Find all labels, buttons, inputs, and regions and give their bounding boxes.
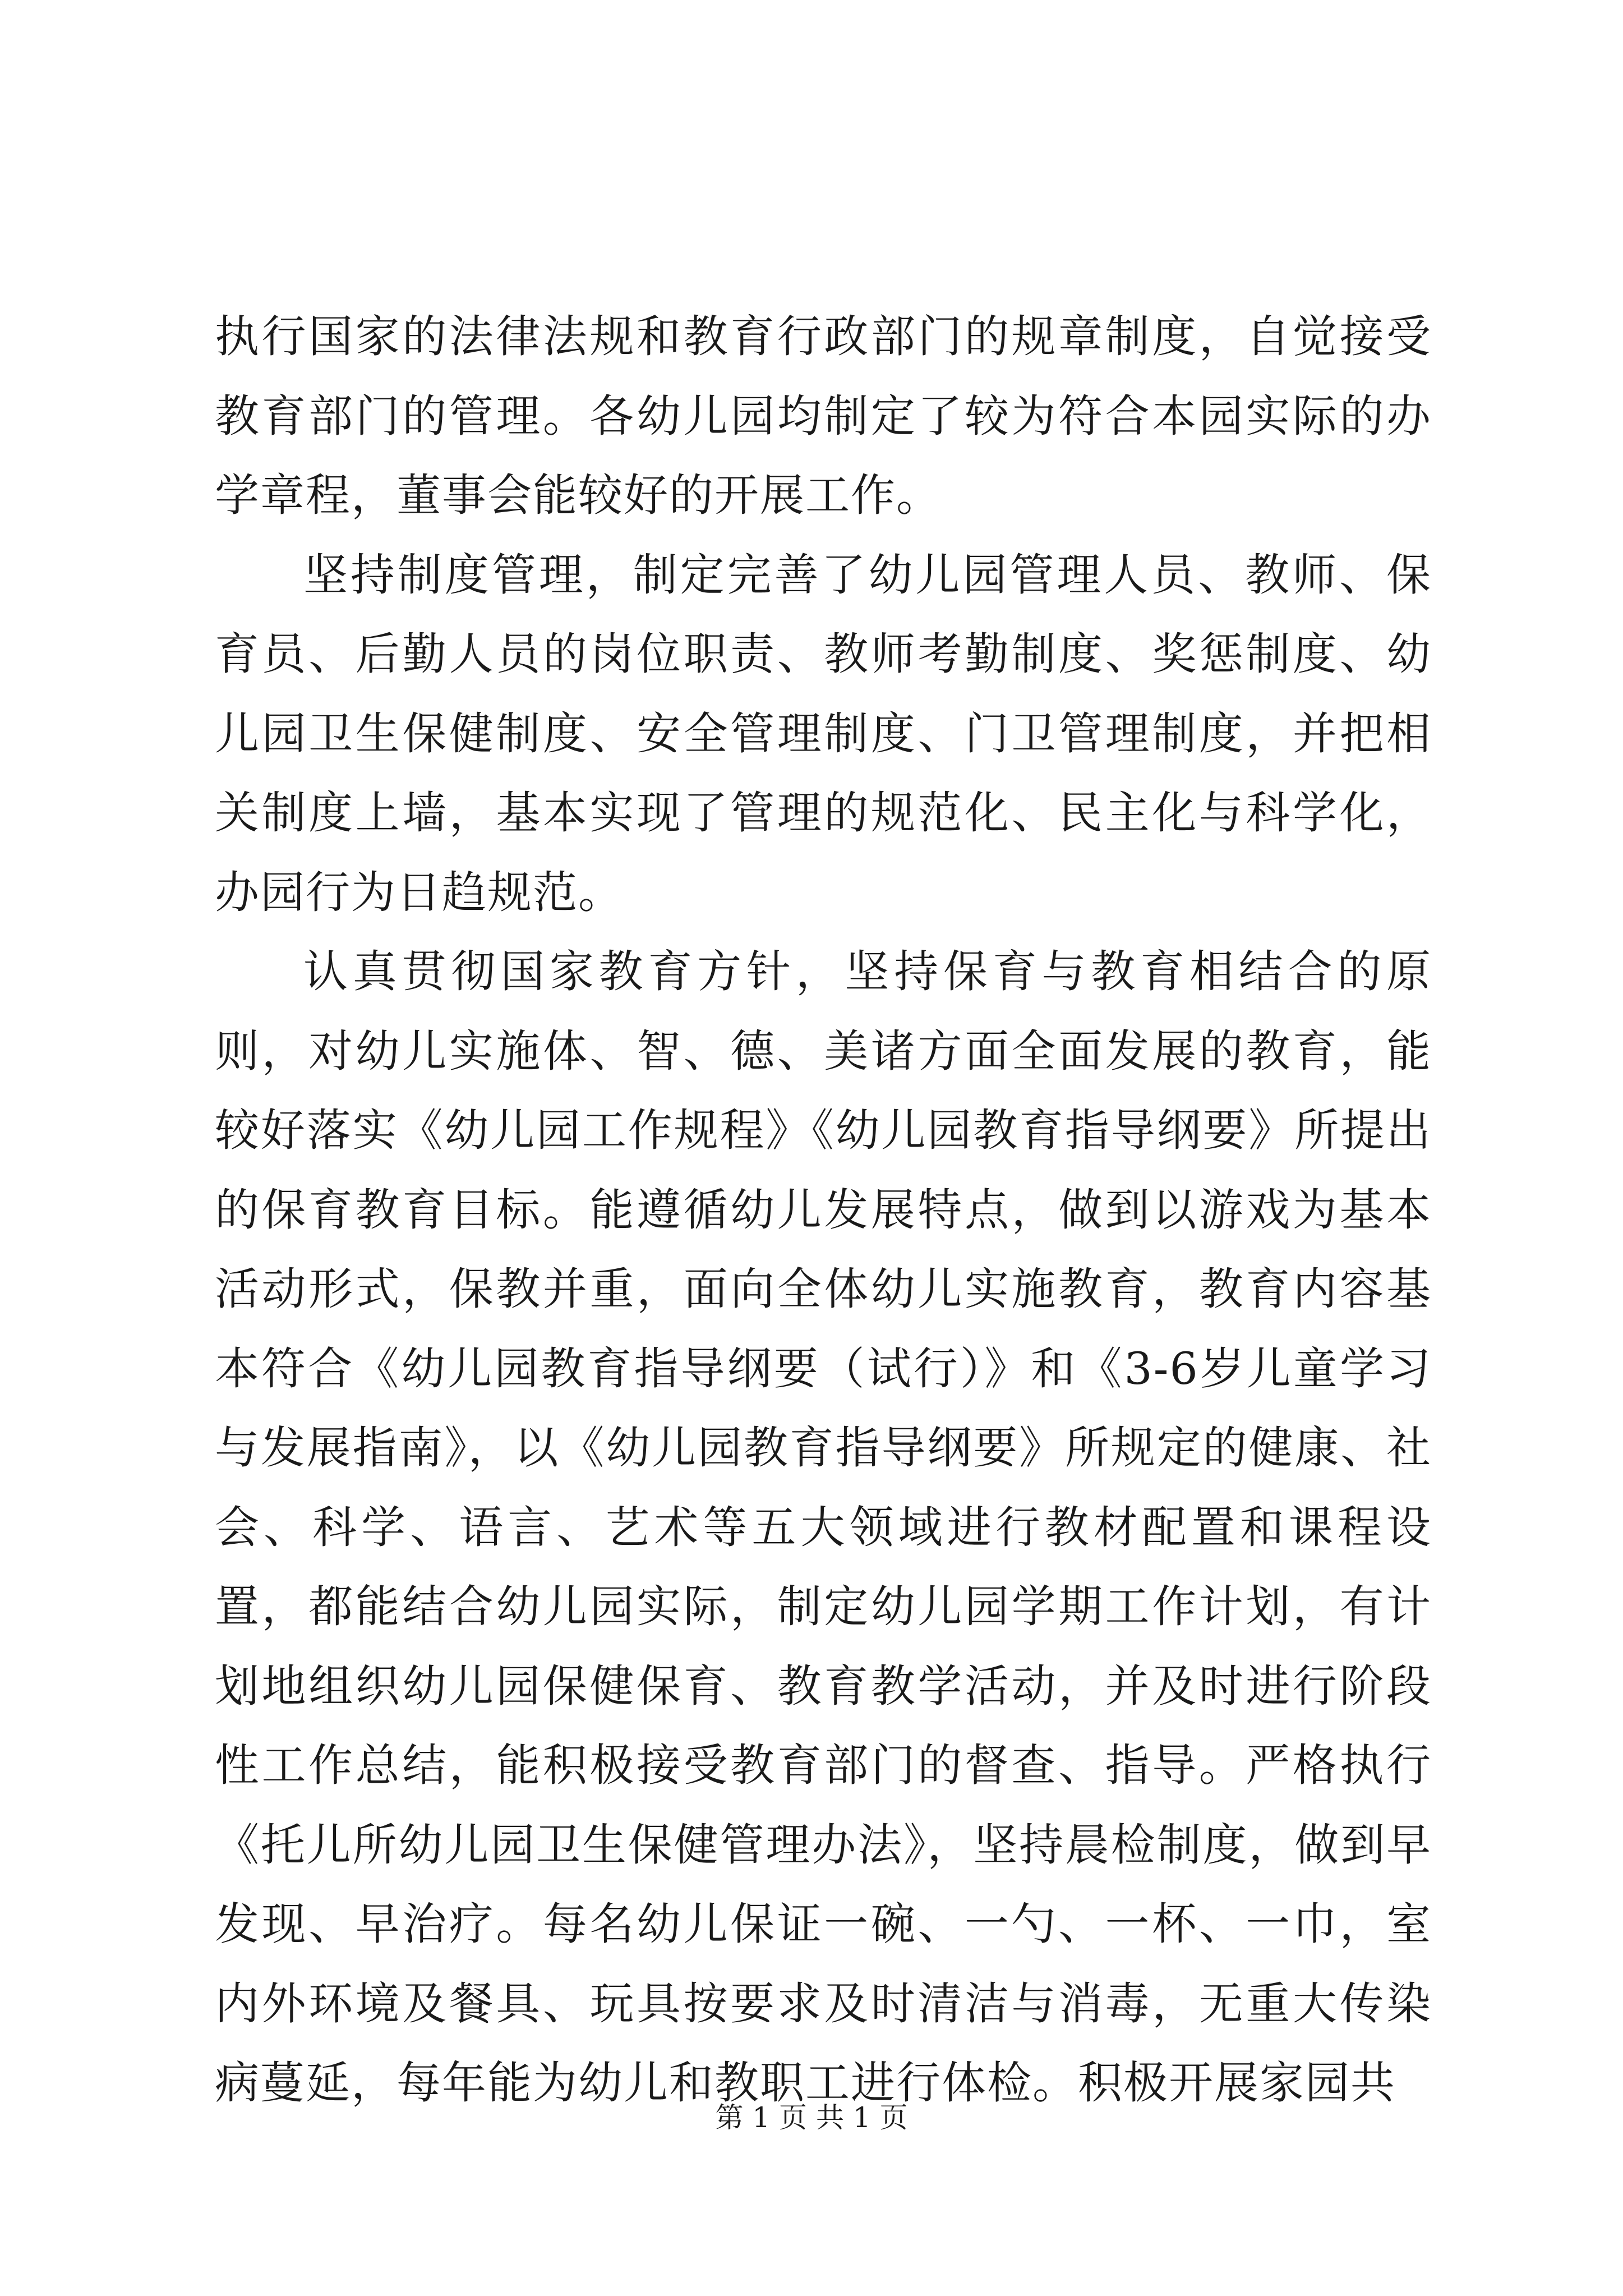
page-footer: 第 1 页 共 1 页 [715, 2101, 908, 2134]
paragraph-1: 执行国家的法律法规和教育行政部门的规章制度，自觉接受教育部门的管理。各幼儿园均制定了较为符合本园实际的办学章程，董事会能较好的开展工作。 [215, 311, 1432, 521]
document-body [215, 297, 1432, 2123]
paragraph-2: 坚持制度管理，制定完善了幼儿园管理人员、教师、保育员、后勤人员的岗位职责、教师考勤制度、奖惩制度、幼儿园卫生保健制度、安全管理制度、门卫管理制度，并把相关制度上墙，基本实现了管理的规范化、民主化与科学化，办园行为日趋规范。 [215, 549, 1432, 918]
paragraph-3: 认真贯彻国家教育方针，坚持保育与教育相结合的原则，对幼儿实施体、智、德、美诸方面全面发展的教育，能较好落实《幼儿园工作规程》《幼儿园教育指导纲要》所提出的保育教育目标。能遵循幼儿发展特点，做到以游戏为基本活动形式，保教并重，面向全体幼儿实施教育，教育内容基本符合《幼儿园教育指导纲要（试行）》和《3-6岁儿童学习与发展指南》，以《幼儿园教育指导纲要》所规定的健康、社会、科学、语言、艺术等五大领域进行教材配置和课程设置，都能结合幼儿园实际，制定幼儿园学期工作计划，有计划地组织幼儿园保健保育、教育教学活动，并及时进行阶段性工作总结，能积极接受教育部门的督查、指导。严格执行《托儿所幼儿园卫生保健管理办法》，坚持晨检制度，做到早发现、早治疗。每名幼儿保证一碗、一勺、一杯、一巾，室内外环境及餐具、玩具按要求及时清洁与消毒，无重大传染病蔓延，每年能为幼儿和教职工进行体检。积极开展家园共 [215, 946, 1432, 2109]
